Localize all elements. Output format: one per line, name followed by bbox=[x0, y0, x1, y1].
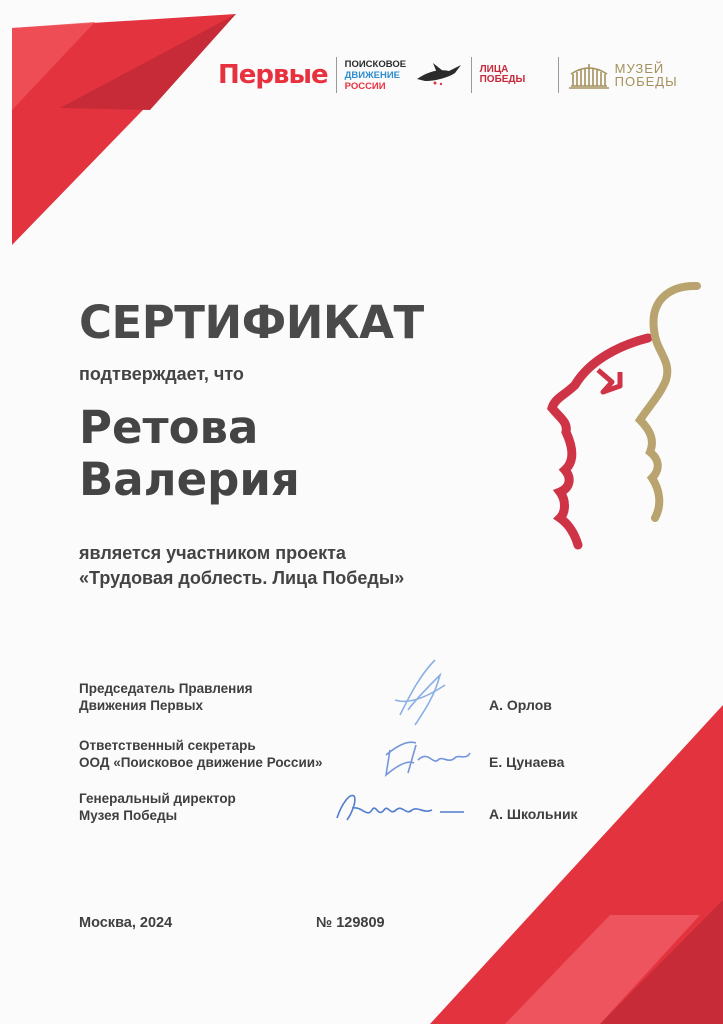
signature-2 bbox=[378, 735, 473, 780]
logo-poisk-line3: РОССИИ bbox=[344, 80, 386, 92]
participation-statement bbox=[79, 541, 404, 591]
logo-muzey-pobedy bbox=[567, 60, 678, 90]
certificate-number: № 129809 bbox=[316, 915, 385, 931]
logo-pervye: Первые bbox=[218, 60, 328, 90]
signature-1 bbox=[390, 655, 460, 730]
red-face-eye bbox=[598, 370, 620, 392]
gold-face-profile bbox=[640, 286, 697, 518]
signatory-3-position-line2: Музея Победы bbox=[79, 808, 178, 823]
signatory-2-position-line1: Ответственный секретарь bbox=[79, 738, 256, 753]
logo-divider bbox=[471, 57, 472, 93]
partner-logos bbox=[218, 52, 678, 98]
crane-bird-icon bbox=[415, 61, 463, 87]
logo-muzey-line2: ПОБЕДЫ bbox=[614, 74, 678, 89]
logo-divider bbox=[336, 57, 337, 93]
signatory-3-position-line1: Генеральный директор bbox=[79, 791, 236, 806]
signatory-3-position bbox=[79, 790, 236, 824]
logo-lica-line1: ЛИЦА bbox=[479, 64, 509, 75]
museum-building-icon bbox=[567, 60, 611, 90]
recipient-surname: Ретова bbox=[79, 401, 259, 454]
confirms-text: подтверждает, что bbox=[79, 364, 244, 384]
signatory-1-position-line2: Движения Первых bbox=[79, 698, 203, 713]
signatory-2-name: Е. Цунаева bbox=[489, 754, 565, 770]
signatory-1-position-line1: Председатель Правления bbox=[79, 681, 253, 696]
signatory-2-position bbox=[79, 737, 323, 771]
participation-line1: является участником проекта bbox=[79, 543, 346, 563]
signature-3 bbox=[332, 788, 482, 828]
signatory-1-position bbox=[79, 680, 253, 714]
signatory-2-position-line2: ООД «Поисковое движение России» bbox=[79, 755, 323, 770]
logo-poiskovoe-dvizhenie bbox=[345, 59, 463, 92]
logo-muzey-line1: МУЗЕЙ bbox=[614, 61, 665, 76]
logo-divider bbox=[558, 57, 559, 93]
certificate-title: СЕРТИФИКАТ bbox=[79, 296, 424, 349]
signatory-1-name: А. Орлов bbox=[489, 697, 552, 713]
logo-lica-line2: ПОБЕДЫ bbox=[479, 74, 526, 85]
city-year: Москва, 2024 bbox=[79, 915, 173, 931]
recipient-name bbox=[79, 402, 300, 506]
logo-poisk-line1: ПОИСКОВОЕ bbox=[344, 58, 407, 70]
logo-poisk-line2: ДВИЖЕНИЕ bbox=[344, 69, 401, 81]
recipient-first-name: Валерия bbox=[79, 453, 300, 506]
project-name: «Трудовая доблесть. Лица Победы» bbox=[79, 568, 405, 588]
logo-lica-pobedy bbox=[480, 65, 550, 85]
signatory-3-name: А. Школьник bbox=[489, 806, 578, 822]
